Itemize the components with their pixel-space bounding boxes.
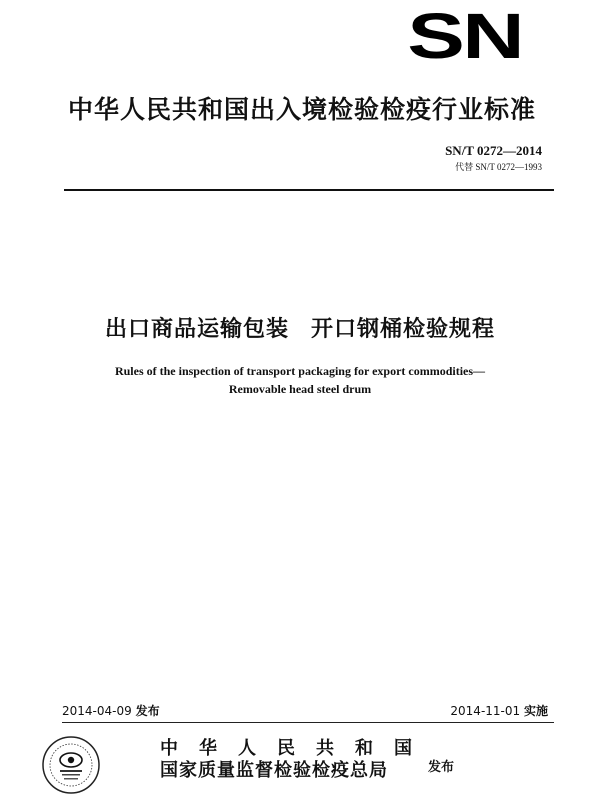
- title-cn-part1: 出口商品运输包装: [104, 317, 289, 342]
- sn-logo: SN: [407, 0, 522, 72]
- published-label: 发布: [135, 704, 160, 718]
- official-seal-icon: [40, 734, 102, 796]
- header-divider: [64, 189, 554, 191]
- implemented-date: [450, 702, 548, 719]
- footer-divider: [62, 722, 554, 723]
- document-title-cn: [0, 312, 600, 343]
- replaces-code: 代替 SN/T 0272—1993: [455, 162, 542, 172]
- document-title-en: [0, 362, 600, 398]
- issuing-authority: [160, 738, 433, 782]
- standard-category-title: 中华人民共和国出入境检验检疫行业标准: [68, 95, 537, 124]
- title-cn-part2: 开口钢桶检验规程: [311, 317, 496, 342]
- title-en-line2: Removable head steel drum: [228, 382, 372, 396]
- implemented-date-value: 2014-11-01: [450, 704, 521, 718]
- standard-code-block: [445, 143, 542, 173]
- published-date: [62, 702, 160, 719]
- issuer-country: 中华人民共和国: [160, 738, 433, 759]
- title-en-line1: Rules of the inspection of transport packaging for export commodities—: [114, 364, 486, 378]
- issuer-agency: 国家质量监督检验检疫总局: [160, 760, 388, 781]
- standard-code: SN/T 0272—2014: [445, 143, 542, 158]
- published-date-value: 2014-04-09: [62, 704, 132, 718]
- issue-label: 发布: [428, 760, 455, 775]
- implemented-label: 实施: [523, 704, 548, 718]
